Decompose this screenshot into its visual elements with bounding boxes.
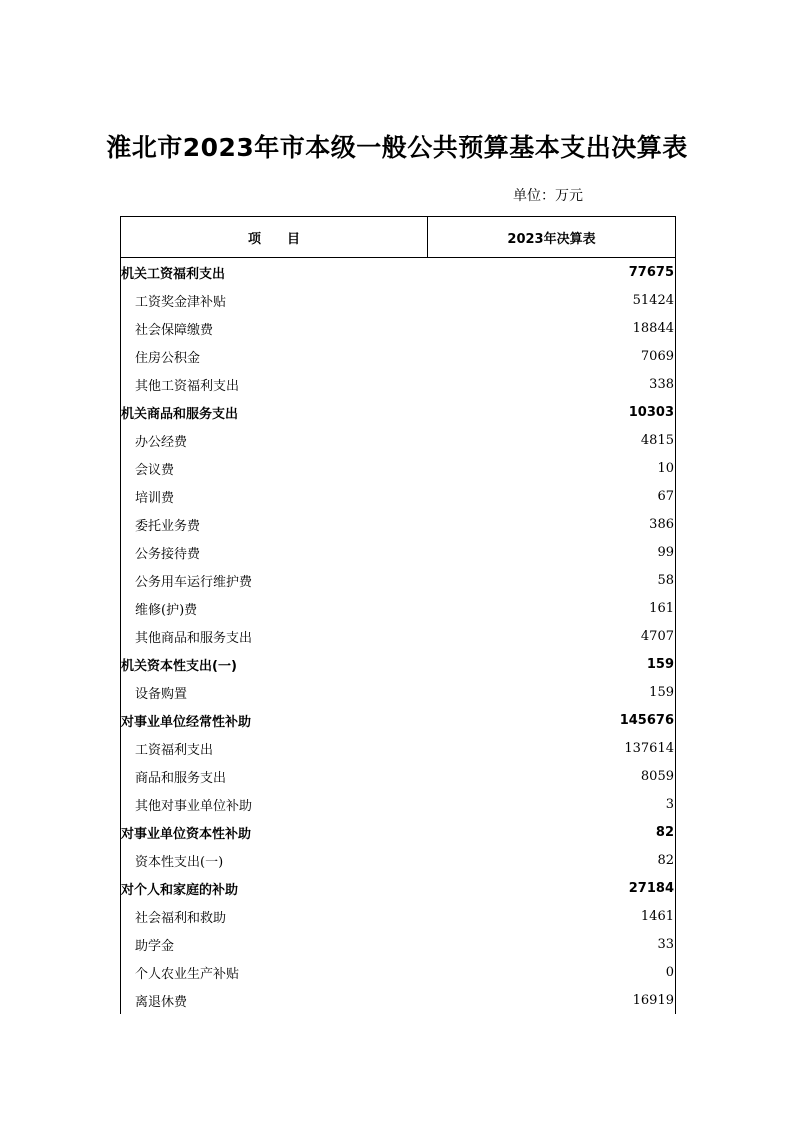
row-amount: 27184	[628, 880, 674, 896]
row-amount: 1461	[640, 908, 674, 924]
table-row	[121, 902, 675, 930]
row-item-name: 机关商品和服务支出	[121, 406, 239, 422]
row-item-name: 对事业单位资本性补助	[121, 826, 252, 842]
table-row	[121, 846, 675, 874]
row-amount: 51424	[632, 292, 674, 308]
row-item-name: 会议费	[135, 462, 175, 478]
row-item-name: 培训费	[135, 490, 175, 506]
table-row	[121, 454, 675, 482]
row-item-name: 其他工资福利支出	[135, 378, 240, 394]
table-row	[121, 482, 675, 510]
table-header	[121, 217, 675, 258]
row-amount: 33	[657, 936, 674, 952]
row-amount: 58	[657, 572, 674, 588]
row-item-name: 住房公积金	[135, 350, 201, 366]
table-row	[121, 594, 675, 622]
row-item-name: 机关资本性支出(一)	[121, 658, 237, 674]
row-amount: 10303	[628, 404, 674, 420]
row-item-name: 助学金	[135, 938, 175, 954]
table-row	[121, 790, 675, 818]
row-amount: 137614	[624, 740, 674, 756]
row-item-name: 对事业单位经常性补助	[121, 714, 252, 730]
category-row	[121, 818, 675, 846]
category-row	[121, 706, 675, 734]
row-item-name: 社会保障缴费	[135, 322, 214, 338]
unit-label: 单位：万元	[513, 188, 583, 204]
table-body	[121, 258, 675, 1014]
row-item-name: 委托业务费	[135, 518, 201, 534]
table-row	[121, 538, 675, 566]
row-item-name: 工资奖金津补贴	[135, 294, 227, 310]
table-row	[121, 342, 675, 370]
row-amount: 67	[657, 488, 674, 504]
category-row	[121, 398, 675, 426]
row-amount: 386	[649, 516, 674, 532]
table-row	[121, 762, 675, 790]
row-amount: 77675	[628, 264, 674, 280]
table-row	[121, 622, 675, 650]
row-item-name: 办公经费	[135, 434, 188, 450]
row-amount: 4815	[640, 432, 674, 448]
row-item-name: 维修(护)费	[135, 602, 198, 618]
table-row	[121, 958, 675, 986]
page-title: 淮北市2023年市本级一般公共预算基本支出决算表	[106, 133, 688, 162]
row-item-name: 其他对事业单位补助	[135, 798, 253, 814]
row-amount: 145676	[619, 712, 674, 728]
row-item-name: 其他商品和服务支出	[135, 630, 253, 646]
row-amount: 82	[655, 824, 674, 840]
row-item-name: 设备购置	[135, 686, 188, 702]
row-item-name: 离退休费	[135, 994, 188, 1010]
row-amount: 8059	[640, 768, 674, 784]
row-amount: 16919	[632, 992, 674, 1008]
category-row	[121, 874, 675, 902]
row-amount: 10	[657, 460, 674, 476]
table-row	[121, 510, 675, 538]
category-row	[121, 650, 675, 678]
row-item-name: 资本性支出(一)	[135, 854, 224, 870]
row-amount: 161	[649, 600, 674, 616]
row-amount: 159	[646, 656, 674, 672]
row-amount: 4707	[640, 628, 674, 644]
row-item-name: 对个人和家庭的补助	[121, 882, 239, 898]
row-amount: 82	[657, 852, 674, 868]
table-row	[121, 986, 675, 1014]
category-row	[121, 258, 675, 286]
row-amount: 3	[665, 796, 674, 812]
row-item-name: 社会福利和救助	[135, 910, 227, 926]
budget-table	[120, 216, 676, 1014]
row-item-name: 工资福利支出	[135, 742, 214, 758]
row-item-name: 机关工资福利支出	[121, 266, 226, 282]
header-item: 项 目	[121, 217, 428, 257]
row-item-name: 公务接待费	[135, 546, 201, 562]
table-row	[121, 566, 675, 594]
table-row	[121, 426, 675, 454]
row-item-name: 公务用车运行维护费	[135, 574, 253, 590]
row-amount: 99	[657, 544, 674, 560]
row-amount: 7069	[640, 348, 674, 364]
row-amount: 18844	[632, 320, 674, 336]
row-amount: 0	[665, 964, 674, 980]
row-amount: 159	[649, 684, 674, 700]
row-item-name: 个人农业生产补贴	[135, 966, 240, 982]
table-row	[121, 678, 675, 706]
row-item-name: 商品和服务支出	[135, 770, 227, 786]
table-row	[121, 930, 675, 958]
table-row	[121, 314, 675, 342]
table-row	[121, 370, 675, 398]
table-row	[121, 286, 675, 314]
row-amount: 338	[649, 376, 674, 392]
header-amount: 2023年决算表	[507, 231, 596, 247]
table-row	[121, 734, 675, 762]
